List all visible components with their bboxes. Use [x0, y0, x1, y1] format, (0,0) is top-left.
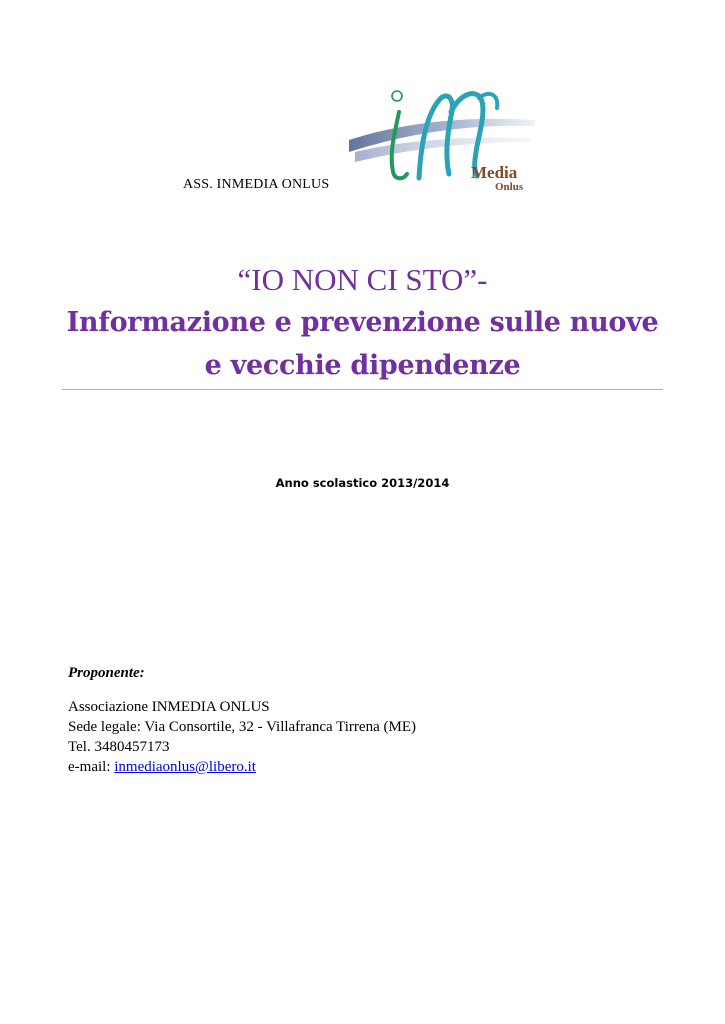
contact-phone: Tel. 3480457173: [68, 739, 170, 755]
association-name: ASS. INMEDIA ONLUS: [183, 177, 330, 192]
title-line-3: e vecchie dipendenze: [204, 350, 521, 381]
document-title: [40, 258, 685, 387]
contact-email-link[interactable]: inmediaonlus@libero.it: [114, 759, 256, 775]
title-line-2: Informazione e prevenzione sulle nuove: [66, 307, 659, 338]
inmedia-logo: [345, 82, 545, 198]
contact-email-row: [68, 757, 416, 777]
inmedia-logo-graphic: [345, 82, 545, 198]
contact-name: Associazione INMEDIA ONLUS: [68, 699, 270, 715]
logo-text-media: Media: [471, 163, 518, 182]
contact-block: [68, 697, 416, 777]
logo-text-onlus: Onlus: [495, 181, 524, 193]
proponente-label: Proponente:: [68, 665, 145, 681]
contact-email-label: e-mail:: [68, 759, 115, 775]
title-divider: [62, 389, 663, 390]
contact-address: Sede legale: Via Consortile, 32 - Villafranca Tirrena (ME): [68, 719, 416, 735]
school-year: Anno scolastico 2013/2014: [275, 476, 450, 490]
title-line-1: “IO NON CI STO”-: [237, 262, 488, 297]
